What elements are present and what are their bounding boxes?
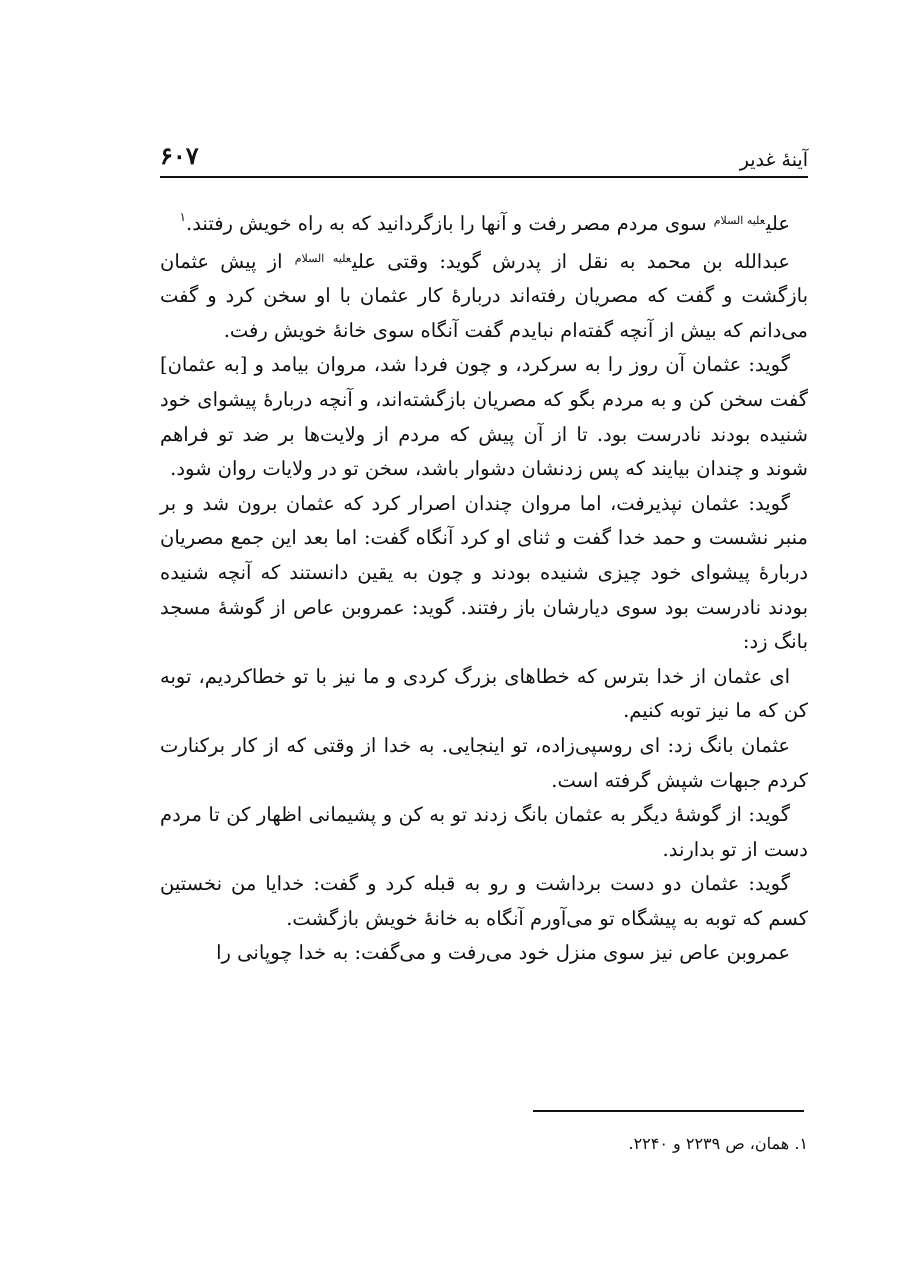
- honorific-mark: علیه السلام: [713, 214, 766, 227]
- header-rule: [160, 176, 808, 178]
- running-title: آینهٔ غدیر: [739, 149, 808, 171]
- paragraph: ای عثمان از خدا بترس که خطاهای بزرگ کردی و ما نیز با تو خطاکردیم، توبه کن که ما نیز توبه کنیم.: [160, 664, 808, 723]
- paragraph: گوید: عثمان نپذیرفت، اما مروان چندان اصرار کرد که عثمان برون شد و بر منبر نشست و حمد خدا گفت و ثنای او کرد آنگاه گفت: اما بعد این جمع مصریان دربارهٔ پیشوای خود چیزی شنیده بودند و چون به یقین دانستند که آنچه شنیده بودند نادرست بود سوی دیارشان باز رفتند. گوید: عمروبن عاص از گوشهٔ مسجد بانگ زد:: [160, 491, 808, 654]
- footnote-marker: ۱: [179, 210, 186, 224]
- paragraph: عمروبن عاص نیز سوی منزل خود می‌رفت و می‌گفت: به خدا چوپانی را: [216, 941, 790, 965]
- body-text: [160, 200, 808, 971]
- paragraph: گوید: عثمان آن روز را به سرکرد، و چون فردا شد، مروان بیامد و [به عثمان] گفت سخن کن و به مردم بگو که مصریان بازگشته‌اند، و آنچه دربارهٔ پیشوای خود شنیده بودند نادرست بود. تا از آن پیش که مردم از ولایت‌ها بر ضد تو فراهم شوند و چندان بیایند که پس زدنشان دشوار باشد، سخن تو در ولایات روان شود.: [160, 353, 808, 481]
- footnote-rule: [533, 1110, 804, 1112]
- page-header: [160, 140, 808, 176]
- honorific-mark: علیه السلام: [294, 251, 352, 265]
- paragraph: عبدالله بن محمد به نقل از پدرش گوید: وقتی علی$^{علیه السلام}$ از پیش عثمان بازگشت و گفت که مصریان رفته‌اند دربارهٔ کار عثمان با او سخن کرد و گفت می‌دانم که بیش از آنچه گفته‌ام نبایدم گفت آنگاه سوی خانهٔ خویش رفت.: [160, 249, 808, 342]
- paragraph: علی$^{علیه السلام}$ سوی مردم مصر رفت و آنها را بازگردانید که به راه خویش رفتند.$^۱$: [179, 210, 790, 235]
- paragraph: عثمان بانگ زد: ای روسپی‌زاده، تو اینجایی. به خدا از وقتی که از کار برکنارت کردم جبهات شپش گرفته است.: [160, 733, 808, 792]
- paragraph: گوید: از گوشهٔ دیگر به عثمان بانگ زدند تو به کن و پشیمانی اظهار کن تا مردم دست از تو بدارند.: [160, 803, 808, 861]
- footnote: ۱. همان، ص ۲۲۳۹ و ۲۲۴۰.: [628, 1134, 808, 1153]
- paragraph: گوید: عثمان دو دست برداشت و رو به قبله کرد و گفت: خدایا من نخستین کسم که توبه به پیشگاه تو می‌آورم آنگاه به خانهٔ خویش بازگشت.: [160, 872, 808, 930]
- page-number: ۶۰۷: [160, 141, 199, 170]
